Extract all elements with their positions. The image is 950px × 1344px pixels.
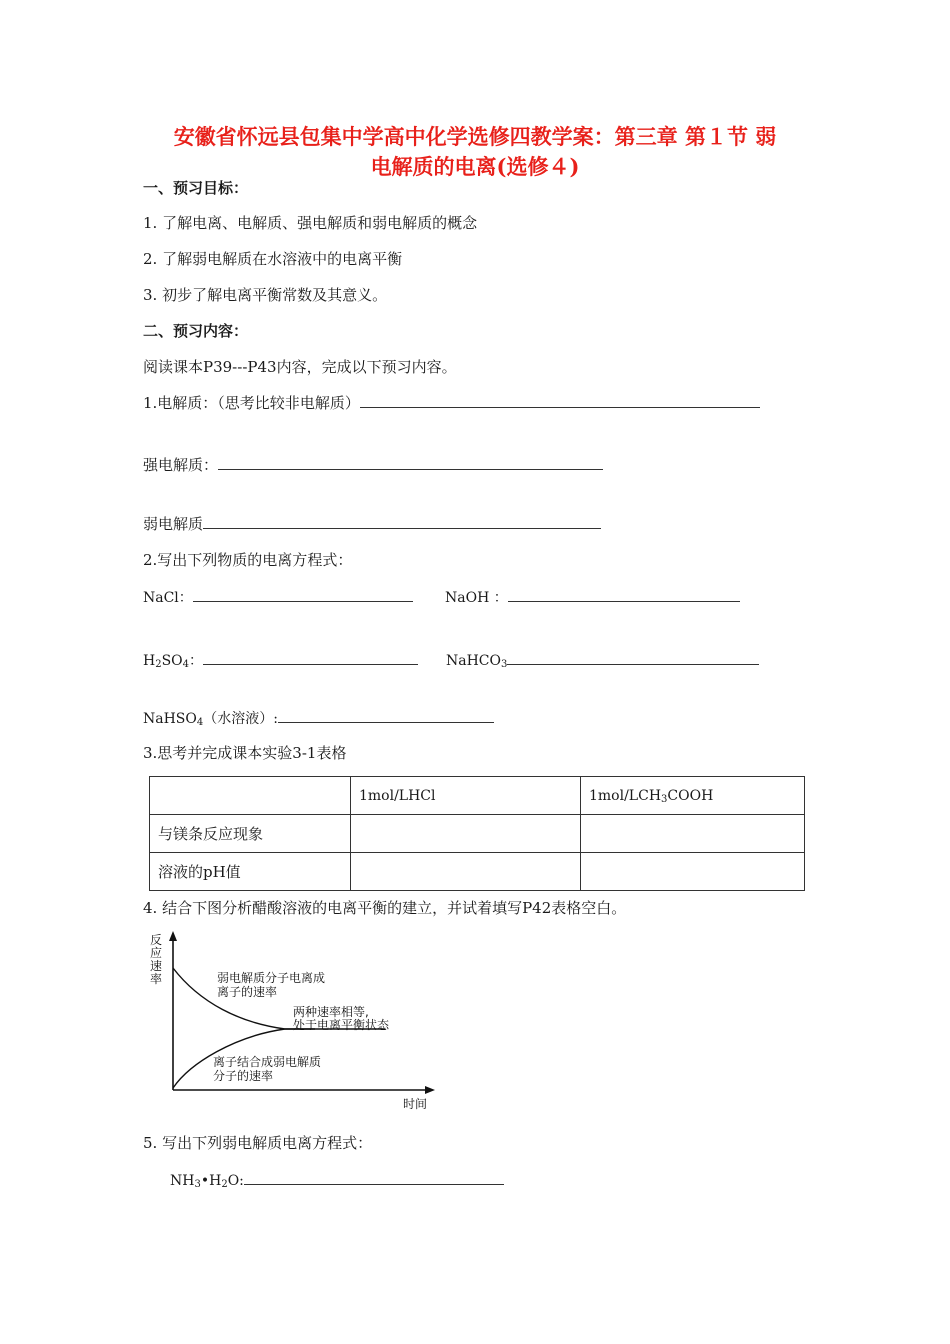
question-1-row [143,393,760,413]
title-line-1: 安徽省怀远县包集中学高中化学选修四教学案：第三章 第１节 弱 [173,124,777,149]
nahco3-label: NaHCO$_3$ [446,653,508,670]
y-axis-label-char: 率 [150,972,163,986]
question-1-label: 1.电解质：（思考比较非电解质） [143,394,360,412]
nh3h2o-blank[interactable] [244,1170,504,1185]
table-header-ch3cooh: $1mol/LCH_3COOH$ [581,777,805,815]
weak-electrolyte-row [143,514,601,534]
objective-1: 1. 了解电离、电解质、强电解质和弱电解质的概念 [143,214,478,232]
experiment-table [149,776,805,891]
question-4-label: 4. 结合下图分析醋酸溶液的电离平衡的建立，并试着填写P42表格空白。 [143,899,627,917]
bottom-curve-label: 分子的速率 [213,1069,274,1083]
objective-2: 2. 了解弱电解质在水溶液中的电离平衡 [143,250,403,268]
h2so4-blank[interactable] [203,650,418,665]
ionization-equilibrium-diagram [145,928,445,1113]
strong-electrolyte-row [143,455,603,475]
table-row-label: 溶液的pH值 [150,853,351,891]
table-cell-input[interactable] [581,853,805,891]
equilibrium-label: 两种速率相等, [293,1005,369,1019]
reading-instruction: 阅读课本P39---P43内容，完成以下预习内容。 [143,358,457,376]
weak-electrolyte-blank[interactable] [203,514,601,529]
table-row [150,853,805,891]
document-title [140,122,810,182]
naoh-row [445,587,740,608]
table-cell-input[interactable] [581,815,805,853]
strong-electrolyte-blank[interactable] [218,455,603,470]
weak-electrolyte-label: 弱电解质 [143,515,204,533]
top-curve-label: 弱电解质分子电离成 [217,971,326,985]
nahso4-blank[interactable] [278,708,494,723]
table-row [150,815,805,853]
table-header-row [150,777,805,815]
section-1-heading: 一、预习目标： [143,179,249,197]
table-row-label: 与镁条反应现象 [150,815,351,853]
table-cell-input[interactable] [351,815,581,853]
nahco3-blank[interactable] [507,650,759,665]
objective-3: 3. 初步了解电离平衡常数及其意义。 [143,286,388,304]
top-curve-label: 离子的速率 [217,985,278,999]
question-3-label: 3.思考并完成课本实验3-1表格 [143,744,347,762]
table-header-cell [150,777,351,815]
question-5-label: 5. 写出下列弱电解质电离方程式： [143,1134,373,1152]
strong-electrolyte-label: 强电解质： [143,456,219,474]
y-axis-label-char: 速 [150,959,163,973]
table-cell-input[interactable] [351,853,581,891]
y-axis-label-char: 应 [150,946,163,960]
bottom-curve-label: 离子结合成弱电解质 [213,1055,322,1069]
h2so4-label: $H_2SO_4$： [143,653,204,670]
nacl-label: NaCl： [143,590,193,606]
x-axis-label: 时间 [403,1097,428,1111]
section-2-heading: 二、预习内容： [143,322,249,340]
nacl-blank[interactable] [193,587,413,602]
electrolyte-blank[interactable] [360,393,760,408]
title-line-2: 电解质的电离(选修４) [370,154,580,179]
nahso4-label: NaHSO$_4$（水溶液）: [143,711,278,728]
nh3h2o-row [170,1170,504,1191]
nh3h2o-label: $NH_3•H_2O$: [170,1173,244,1190]
nahco3-row [446,650,759,671]
x-axis-arrow-icon [425,1086,435,1094]
nahso4-row [143,708,494,729]
equilibrium-label: 处于电离平衡状态 [293,1018,390,1032]
y-axis-arrow-icon [169,931,177,941]
table-header-hcl: 1mol/LHCl [351,777,581,815]
h2so4-row [143,650,418,671]
naoh-blank[interactable] [508,587,740,602]
question-2-label: 2.写出下列物质的电离方程式： [143,551,353,569]
naoh-label: NaOH ： [445,590,508,606]
y-axis-label-char: 反 [150,933,163,947]
nacl-row [143,587,413,608]
